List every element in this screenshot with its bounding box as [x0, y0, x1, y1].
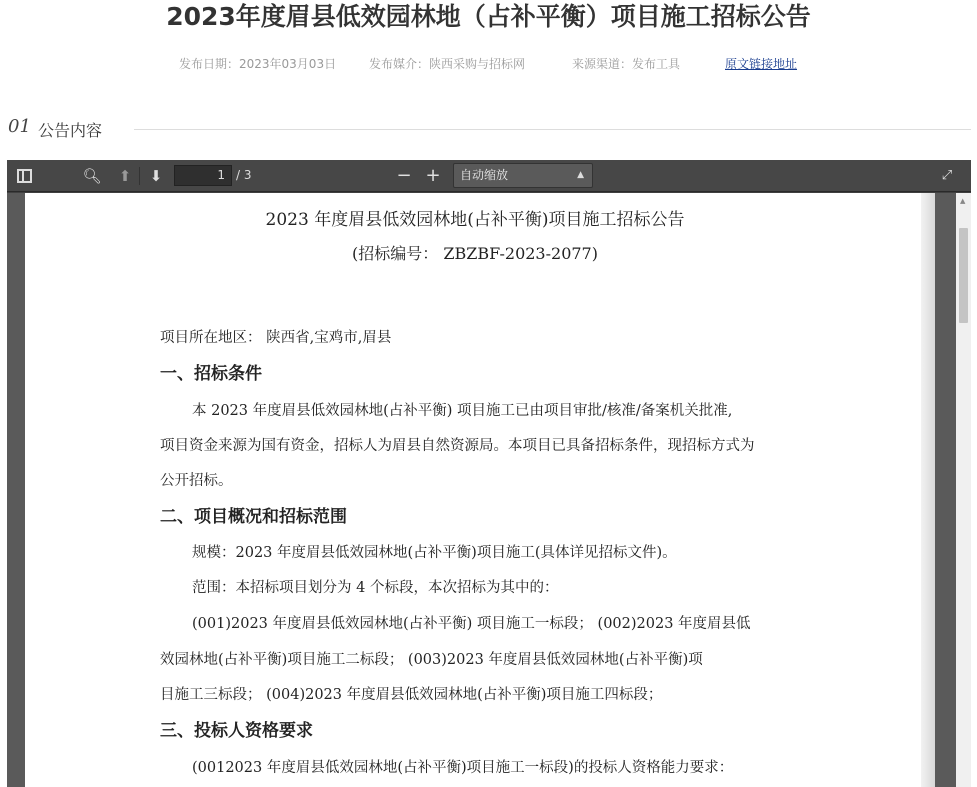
doc-heading: 二、项目概况和招标范围: [160, 507, 347, 527]
pdf-viewer: [7, 160, 971, 787]
doc-line: (0012023 年度眉县低效园林地(占补平衡)项目施工一标段)的投标人资格能力要求：: [192, 760, 734, 776]
vertical-scrollbar[interactable]: [956, 193, 971, 787]
document-page: [25, 193, 935, 787]
publish-date: 发布日期：2023年03月03日: [179, 57, 337, 71]
page-edge-shadow: [921, 193, 935, 787]
doc-line: 公开招标。: [160, 473, 233, 489]
page-title: 2023年度眉县低效园林地（占补平衡）项目施工招标公告: [166, 2, 811, 31]
source-channel: 来源渠道：发布工具: [572, 57, 681, 71]
zoom-value: 自动缩放: [460, 168, 509, 182]
doc-heading: 一、招标条件: [160, 364, 262, 384]
zoom-select[interactable]: [453, 163, 593, 188]
zoom-in-icon[interactable]: +: [425, 165, 441, 186]
toolbar-separator: [139, 167, 140, 185]
scroll-thumb[interactable]: [959, 228, 968, 323]
announcement-meta: [0, 55, 977, 73]
doc-line: 项目所在地区： 陕西省,宝鸡市,眉县: [160, 330, 392, 346]
doc-line: 目施工三标段； (004)2023 年度眉县低效园林地(占补平衡)项目施工四标段；: [160, 687, 663, 703]
document-area[interactable]: [7, 193, 971, 787]
arrow-down-icon[interactable]: ⬇︎: [149, 167, 163, 185]
select-arrows-icon: ▲: [577, 170, 584, 180]
document-title: 2023 年度眉县低效园林地(占补平衡)项目施工招标公告: [265, 210, 685, 230]
page-total: / 3: [236, 168, 252, 182]
section-divider: [134, 129, 971, 130]
page-number-input[interactable]: 1: [174, 165, 232, 186]
publish-media: 发布媒介：陕西采购与招标网: [369, 57, 526, 71]
sidebar-toggle-icon[interactable]: [17, 169, 32, 183]
fullscreen-icon[interactable]: ⤢: [941, 168, 953, 183]
doc-line: 项目资金来源为国有资金，招标人为眉县自然资源局。本项目已具备招标条件，现招标方式为: [160, 438, 755, 454]
section-label: 公告内容: [38, 121, 103, 140]
document-code: (招标编号： ZBZBF-2023-2077): [352, 244, 598, 263]
original-link[interactable]: 原文链接地址: [725, 57, 798, 71]
doc-line: 规模：2023 年度眉县低效园林地(占补平衡)项目施工(具体详见招标文件)。: [192, 545, 677, 561]
section-number: 01: [8, 116, 31, 137]
doc-line: (001)2023 年度眉县低效园林地(占补平衡) 项目施工一标段； (002)2023 年度眉县低: [192, 616, 751, 632]
doc-line: 范围：本招标项目划分为 4 个标段，本次招标为其中的：: [192, 580, 559, 596]
scroll-up-icon[interactable]: ▲: [960, 197, 966, 205]
doc-line: 效园林地(占补平衡)项目施工二标段； (003)2023 年度眉县低效园林地(占补平衡)项: [160, 652, 703, 668]
doc-heading: 三、投标人资格要求: [160, 721, 313, 741]
section-header: [8, 116, 971, 142]
arrow-up-icon[interactable]: ⬆︎: [118, 167, 132, 185]
pdf-toolbar: [7, 160, 971, 192]
doc-line: 本 2023 年度眉县低效园林地(占补平衡) 项目施工已由项目审批/核准/备案机关批准,: [192, 403, 733, 419]
zoom-out-icon[interactable]: −: [396, 165, 412, 186]
search-icon[interactable]: 🔍︎: [82, 167, 102, 185]
